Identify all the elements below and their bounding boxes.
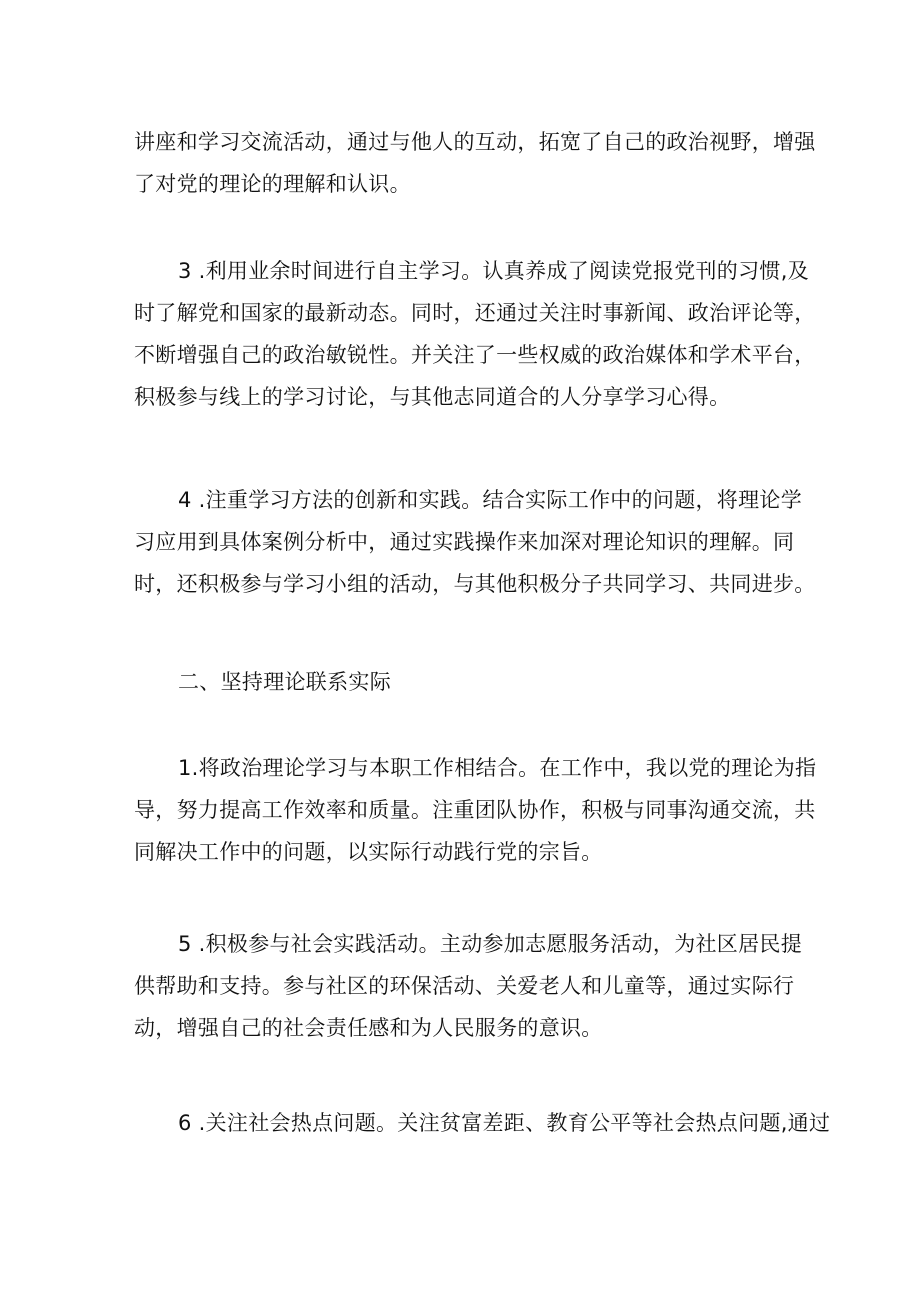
text-line: 供帮助和支持。参与社区的环保活动、关爱老人和儿童等，通过实际行 [134,974,795,998]
section-heading-theory-practice [134,661,794,703]
text-line: 动，增强自己的社会责任感和为人民服务的意识。 [134,1016,603,1040]
text-line: 讲座和学习交流活动，通过与他人的互动，拓宽了自己的政治视野，增强 [134,130,816,154]
paragraph-item-5 [134,923,803,1049]
text-line: 习应用到具体案例分析中，通过实践操作来加深对理论知识的理解。同 [134,530,795,554]
text-line: 时了解党和国家的最新动态。同时，还通过关注时事新闻、政治评论等， [134,301,816,325]
paragraph-item-1 [134,747,817,873]
text-line: 了对党的理论的理解和认识。 [134,172,411,196]
text-line: 不断增强自己的政治敏锐性。并关注了一些权威的政治媒体和学术平台， [134,343,816,367]
text-line: 4 .注重学习方法的创新和实践。结合实际工作中的问题，将理论学 [178,488,803,512]
text-line: 导，努力提高工作效率和质量。注重团队协作，积极与同事沟通交流，共 [134,798,816,822]
paragraph-item-4 [134,479,816,605]
paragraph-item-3 [134,250,816,418]
text-line: 1.将政治理论学习与本职工作相结合。在工作中，我以党的理论为指 [178,756,817,780]
section-heading-text: 二、坚持理论联系实际 [178,670,391,694]
text-line: 同解决工作中的问题，以实际行动践行党的宗旨。 [134,840,603,864]
text-line: 5 .积极参与社会实践活动。主动参加志愿服务活动，为社区居民提 [178,932,803,956]
text-line: 积极参与线上的学习讨论，与其他志同道合的人分享学习心得。 [134,385,731,409]
paragraph-lecture-exchange [134,121,816,205]
paragraph-item-6 [134,1102,831,1144]
text-line: 时，还积极参与学习小组的活动，与其他积极分子共同学习、共同进步。 [134,572,816,596]
text-line: 3 .利用业余时间进行自主学习。认真养成了阅读党报党刊的习惯,及 [178,259,809,283]
text-line: 6 .关注社会热点问题。关注贫富差距、教育公平等社会热点问题,通过 [178,1111,831,1135]
